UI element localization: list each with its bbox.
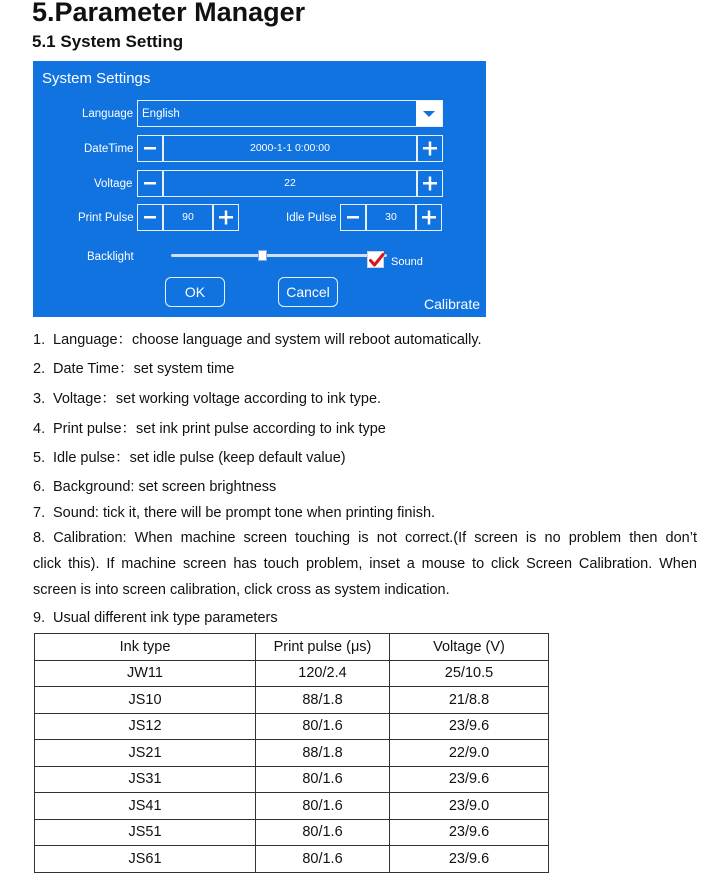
table-row <box>35 766 549 793</box>
datetime-plus-button[interactable] <box>417 135 443 162</box>
datetime-minus-button[interactable] <box>137 135 163 162</box>
panel-title: System Settings <box>42 70 151 87</box>
paragraph-line: 8. Calibration: When machine screen touching is not correct.(If screen is no problem then don’t <box>33 530 697 546</box>
table-header-row <box>35 634 549 661</box>
print-pulse-value: 90 <box>182 211 194 223</box>
table-cell: JS61 <box>35 846 256 873</box>
backlight-label: Backlight <box>87 251 134 263</box>
table-row <box>35 846 549 873</box>
print-pulse-label: Print Pulse <box>78 212 134 224</box>
table-cell: 23/9.6 <box>390 713 549 740</box>
table-cell: JS12 <box>35 713 256 740</box>
chevron-down-icon[interactable] <box>416 101 442 126</box>
sound-label: Sound <box>391 256 423 268</box>
table-row <box>35 713 549 740</box>
language-label: Language <box>82 108 134 120</box>
table-cell: JS21 <box>35 740 256 767</box>
list-item: 2. Date Time：set system time <box>33 361 235 377</box>
table-row <box>35 660 549 687</box>
table-row <box>35 793 549 820</box>
cancel-button[interactable]: Cancel <box>278 277 338 307</box>
backlight-slider-track[interactable] <box>171 254 387 257</box>
list-item: 1. Language：choose language and system will reboot automatically. <box>33 332 482 348</box>
sound-checkbox[interactable] <box>367 251 384 268</box>
ink-parameters-table <box>34 633 549 873</box>
table-cell: JS10 <box>35 687 256 714</box>
list-item: 4. Print pulse：set ink print pulse according to ink type <box>33 421 386 437</box>
table-cell: 88/1.8 <box>256 687 390 714</box>
system-settings-panel <box>33 61 486 317</box>
table-cell: JW11 <box>35 660 256 687</box>
table-cell: 80/1.6 <box>256 713 390 740</box>
column-header: Voltage (V) <box>390 634 549 661</box>
table-row <box>35 819 549 846</box>
table-cell: 23/9.0 <box>390 793 549 820</box>
idle-pulse-label: Idle Pulse <box>286 212 337 224</box>
list-item: 3. Voltage：set working voltage according to ink type. <box>33 391 382 407</box>
table-row <box>35 740 549 767</box>
table-cell: 80/1.6 <box>256 846 390 873</box>
paragraph-line: click this). If machine screen has touch problem, inset a mouse to click Screen Calibration. When <box>33 556 697 572</box>
table-cell: JS31 <box>35 766 256 793</box>
table-cell: 22/9.0 <box>390 740 549 767</box>
idle-pulse-plus-button[interactable] <box>416 204 442 231</box>
idle-pulse-minus-button[interactable] <box>340 204 366 231</box>
table-cell: JS41 <box>35 793 256 820</box>
voltage-field[interactable] <box>163 170 417 197</box>
table-row <box>35 687 549 714</box>
language-dropdown[interactable] <box>137 100 443 127</box>
voltage-label: Voltage <box>94 178 133 190</box>
list-item: 6. Background: set screen brightness <box>33 479 277 495</box>
backlight-slider-handle[interactable] <box>258 250 267 261</box>
column-header: Ink type <box>35 634 256 661</box>
ok-button[interactable]: OK <box>165 277 225 307</box>
voltage-minus-button[interactable] <box>137 170 163 197</box>
table-cell: 80/1.6 <box>256 766 390 793</box>
datetime-value: 2000-1-1 0:00:00 <box>250 142 330 154</box>
voltage-value: 22 <box>284 177 296 189</box>
table-cell: 23/9.6 <box>390 766 549 793</box>
table-cell: JS51 <box>35 819 256 846</box>
table-cell: 21/8.8 <box>390 687 549 714</box>
table-cell: 23/9.6 <box>390 846 549 873</box>
calibration-paragraph <box>33 525 697 603</box>
list-item: 5. Idle pulse：set idle pulse (keep default value) <box>33 450 346 466</box>
idle-pulse-value: 30 <box>385 211 397 223</box>
print-pulse-field[interactable] <box>163 204 213 231</box>
column-header: Print pulse (μs) <box>256 634 390 661</box>
table-cell: 25/10.5 <box>390 660 549 687</box>
table-cell: 80/1.6 <box>256 819 390 846</box>
table-cell: 88/1.8 <box>256 740 390 767</box>
table-cell: 80/1.6 <box>256 793 390 820</box>
section-title: 5.1 System Setting <box>32 32 184 51</box>
datetime-field[interactable] <box>163 135 417 162</box>
list-item: 9. Usual different ink type parameters <box>33 610 278 626</box>
page-title: 5.Parameter Manager <box>32 0 306 27</box>
list-item: 7. Sound: tick it, there will be prompt tone when printing finish. <box>33 505 436 521</box>
print-pulse-minus-button[interactable] <box>137 204 163 231</box>
print-pulse-plus-button[interactable] <box>213 204 239 231</box>
voltage-plus-button[interactable] <box>417 170 443 197</box>
table-cell: 120/2.4 <box>256 660 390 687</box>
idle-pulse-field[interactable] <box>366 204 416 231</box>
paragraph-line: screen is into screen calibration, click cross as system indication. <box>33 582 450 598</box>
language-value: English <box>142 108 180 120</box>
table-cell: 23/9.6 <box>390 819 549 846</box>
calibrate-button[interactable]: Calibrate <box>423 296 480 312</box>
datetime-label: DateTime <box>84 143 134 155</box>
